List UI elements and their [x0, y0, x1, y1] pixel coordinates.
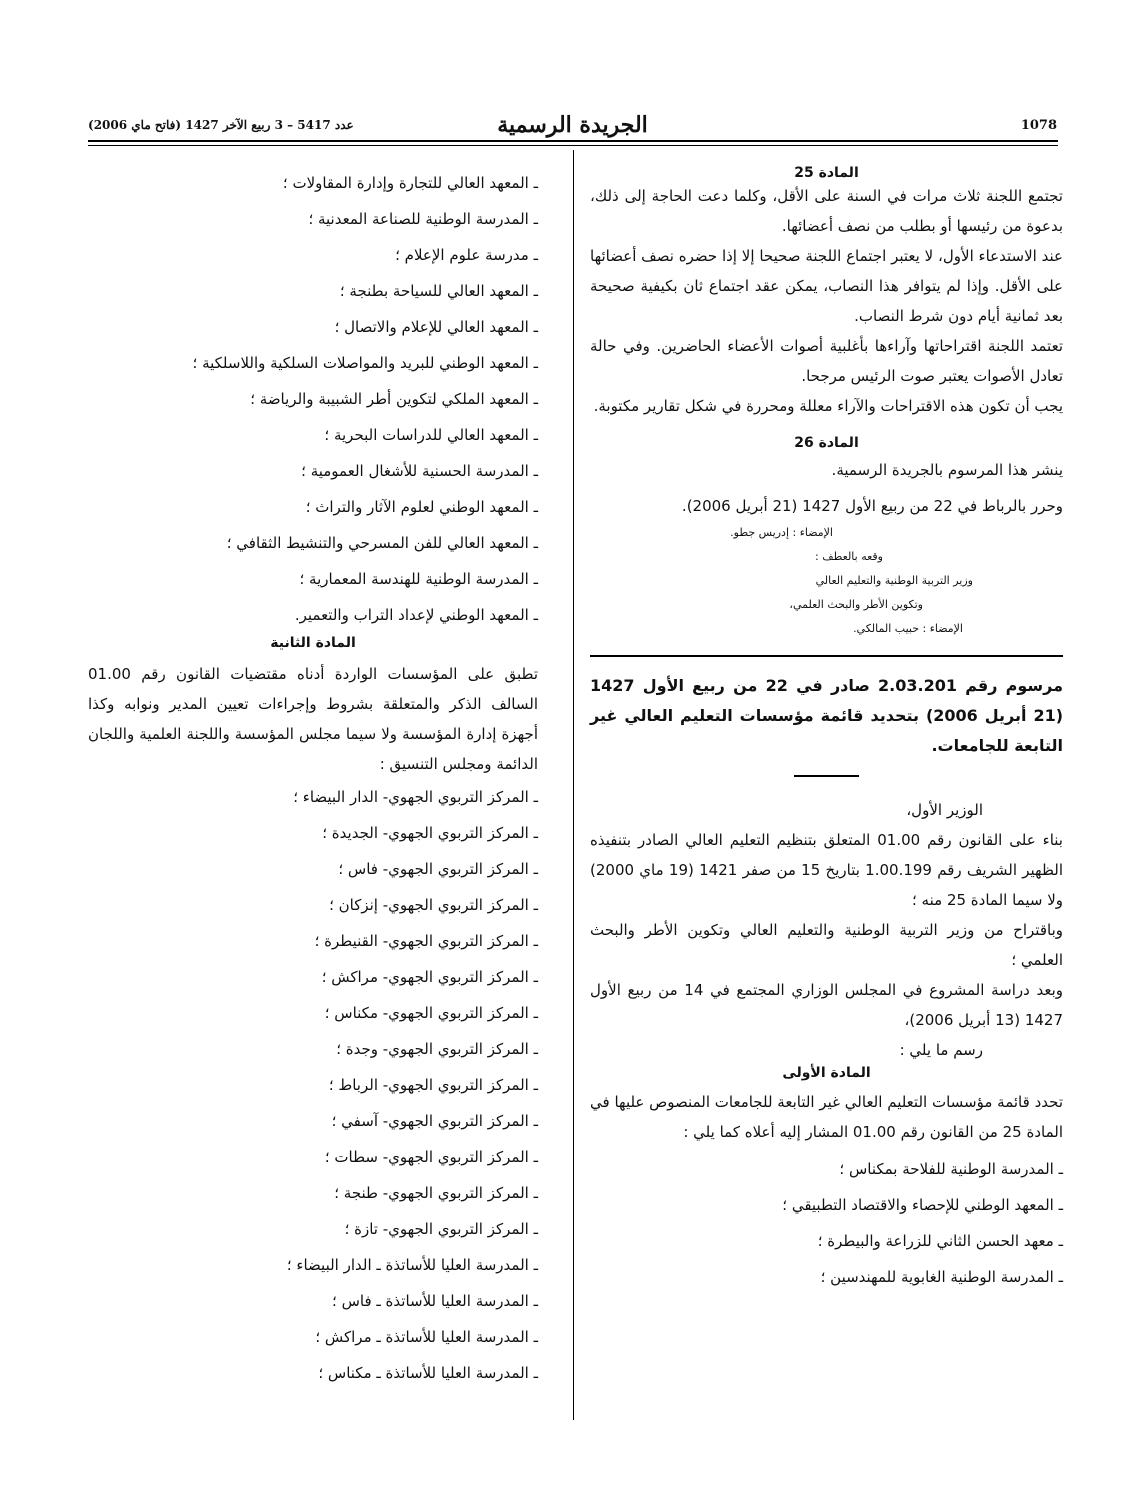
- minister-title-2: وتكوين الأطر والبحث العلمي،: [789, 598, 923, 611]
- list-item: ـ المركز التربوي الجهوي- مراكش ؛: [321, 968, 538, 986]
- list-item: ـ المدرسة العليا للأساتذة ـ فاس ؛: [332, 1292, 538, 1310]
- article-1-title: المادة الأولى: [782, 1065, 871, 1081]
- list-item: ـ المركز التربوي الجهوي- فاس ؛: [338, 860, 538, 878]
- issue-info: عدد 5417 – 3 ربيع الآخر 1427 (فاتح ماي 2006): [88, 118, 354, 132]
- article-25-para-2: عند الاستدعاء الأول، لا يعتبر اجتماع اللجنة صحيحا إلا إذا حضره نصف أعضائها على الأقل. وإذا لم يتوافر هذا النصاب، يمكن عقد اجتماع ثان بكيفية صحيحة بعد ثمانية أيام دون شرط النصاب.: [590, 247, 1063, 325]
- list-item: ـ المعهد الوطني للبريد والمواصلات السلكية واللاسلكية ؛: [192, 354, 538, 372]
- column-divider: [573, 150, 574, 1420]
- header-rule-thin: [88, 145, 1058, 146]
- list-item: ـ المركز التربوي الجهوي- إنزكان ؛: [329, 896, 538, 914]
- article-26-title: المادة 26: [794, 435, 859, 451]
- list-item: ـ المدرسة العليا للأساتذة ـ مكناس ؛: [318, 1364, 538, 1382]
- list-item: ـ المركز التربوي الجهوي- مكناس ؛: [324, 1004, 538, 1022]
- article-2-para: تطبق على المؤسسات الواردة أدناه مقتضيات القانون رقم 01.00 السالف الذكر والمتعلقة بشروط وإجراءات تعيين المدير ونوابه وكذا أجهزة إدارة المؤسسة ولا سيما مجلس المؤسسة واللجنة العلمية واللجان الدائمة ومجلس التنسيق :: [88, 665, 538, 773]
- countersign-label: وقعه بالعطف :: [815, 550, 883, 563]
- prime-minister-heading: الوزير الأول،: [906, 801, 983, 819]
- journal-title: الجريدة الرسمية: [497, 112, 648, 138]
- article-26-para-2: وحرر بالرباط في 22 من ربيع الأول 1427 (21 أبريل 2006).: [681, 497, 1063, 515]
- preamble-proposal: وباقتراح من وزير التربية الوطنية والتعليم العالي وتكوين الأطر والبحث العلمي ؛: [590, 921, 1063, 969]
- decree-title: مرسوم رقم 2.03.201 صادر في 22 من ربيع الأول 1427 (21 أبريل 2006) بتحديد قائمة مؤسسات التعليم العالي غير التابعة للجامعات.: [590, 676, 1064, 755]
- list-item: ـ مدرسة علوم الإعلام ؛: [395, 246, 538, 264]
- list-item: ـ المعهد العالي للفن المسرحي والتنشيط الثقافي ؛: [226, 534, 538, 552]
- title-underline: [794, 775, 859, 777]
- list-item: ـ المركز التربوي الجهوي- طنجة ؛: [334, 1184, 538, 1202]
- right-column: [590, 165, 1063, 1295]
- list-item: ـ المدرسة الوطنية الغابوية للمهندسين ؛: [820, 1268, 1063, 1286]
- list-item: ـ المعهد العالي للإعلام والاتصال ؛: [334, 318, 538, 336]
- minister-title-1: وزير التربية الوطنية والتعليم العالي: [815, 574, 973, 587]
- list-item: ـ المعهد العالي للدراسات البحرية ؛: [324, 426, 538, 444]
- list-item: ـ معهد الحسن الثاني للزراعة والبيطرة ؛: [817, 1232, 1063, 1250]
- article-2-title: المادة الثانية: [270, 635, 356, 651]
- list-item: ـ المدرسة الوطنية للفلاحة بمكناس ؛: [839, 1160, 1063, 1178]
- article-25-para-3: تعتمد اللجنة اقتراحاتها وآراءها بأغلبية أصوات الأعضاء الحاضرين. وفي حالة تعادل الأصوات يعتبر صوت الرئيس مرجحا.: [590, 337, 1063, 385]
- list-item: ـ المدرسة الوطنية للهندسة المعمارية ؛: [299, 570, 538, 588]
- centers-list: [88, 779, 538, 1391]
- list-item: ـ المدرسة العليا للأساتذة ـ مراكش ؛: [315, 1328, 538, 1346]
- list-item: ـ المعهد الملكي لتكوين أطر الشبيبة والرياضة ؛: [250, 390, 538, 408]
- page-number: 1078: [1020, 118, 1057, 133]
- list-item: ـ المعهد الوطني للإحصاء والاقتصاد التطبيقي ؛: [782, 1196, 1063, 1214]
- article-25-para-4: يجب أن تكون هذه الاقتراحات والآراء معللة ومحررة في شكل تقارير مكتوبة.: [593, 397, 1063, 415]
- article-1-para: تحدد قائمة مؤسسات التعليم العالي غير التابعة للجامعات المنصوص عليها في المادة 25 من القانون رقم 01.00 المشار إليه أعلاه كما يلي :: [590, 1093, 1063, 1141]
- list-item: ـ المركز التربوي الجهوي- القنيطرة ؛: [314, 932, 538, 950]
- list-item: ـ المركز التربوي الجهوي- تازة ؛: [344, 1220, 538, 1238]
- header-rule: [88, 140, 1058, 142]
- list-item: ـ المعهد العالي للتجارة وإدارة المقاولات ؛: [282, 174, 538, 192]
- article-26-para-1: ينشر هذا المرسوم بالجريدة الرسمية.: [831, 461, 1063, 479]
- institutions-list-b: [88, 165, 538, 633]
- list-item: ـ المدرسة الحسنية للأشغال العمومية ؛: [301, 462, 538, 480]
- list-item: ـ المركز التربوي الجهوي- الدار البيضاء ؛: [293, 788, 538, 806]
- list-item: ـ المركز التربوي الجهوي- الجديدة ؛: [322, 824, 538, 842]
- list-item: ـ المدرسة العليا للأساتذة ـ الدار البيضاء ؛: [286, 1256, 538, 1274]
- list-item: ـ المركز التربوي الجهوي- آسفي ؛: [331, 1112, 538, 1130]
- article-25-title: المادة 25: [794, 165, 859, 181]
- page-header: [88, 112, 1057, 142]
- institutions-list-a: [590, 1151, 1063, 1295]
- signature-minister: الإمضاء : حبيب المالكي.: [853, 622, 963, 635]
- list-item: ـ المركز التربوي الجهوي- سطات ؛: [324, 1148, 538, 1166]
- list-item: ـ المركز التربوي الجهوي- الرباط ؛: [328, 1076, 538, 1094]
- decrees-following: رسم ما يلي :: [899, 1041, 983, 1059]
- list-item: ـ المعهد الوطني لإعداد التراب والتعمير.: [294, 606, 538, 624]
- list-item: ـ المعهد العالي للسياحة بطنجة ؛: [339, 282, 538, 300]
- article-25-para-1: تجتمع اللجنة ثلاث مرات في السنة على الأقل، وكلما دعت الحاجة إلى ذلك، بدعوة من رئيسها أو بطلب من نصف أعضائها.: [590, 187, 1063, 235]
- signature-pm: الإمضاء : إدريس جطو.: [730, 526, 833, 539]
- left-column: [88, 165, 538, 1391]
- section-separator: [590, 655, 1063, 657]
- list-item: ـ المركز التربوي الجهوي- وجدة ؛: [336, 1040, 538, 1058]
- list-item: ـ المعهد الوطني لعلوم الآثار والتراث ؛: [305, 498, 538, 516]
- preamble-based-on: بناء على القانون رقم 01.00 المتعلق بتنظيم التعليم العالي الصادر بتنفيذه الظهير الشريف رقم 1.00.199 بتاريخ 15 من صفر 1421 (19 ماي 2000) ولا سيما المادة 25 منه ؛: [590, 831, 1064, 909]
- list-item: ـ المدرسة الوطنية للصناعة المعدنية ؛: [308, 210, 538, 228]
- preamble-study: وبعد دراسة المشروع في المجلس الوزاري المجتمع في 14 من ربيع الأول 1427 (13 أبريل 2006)،: [590, 981, 1063, 1029]
